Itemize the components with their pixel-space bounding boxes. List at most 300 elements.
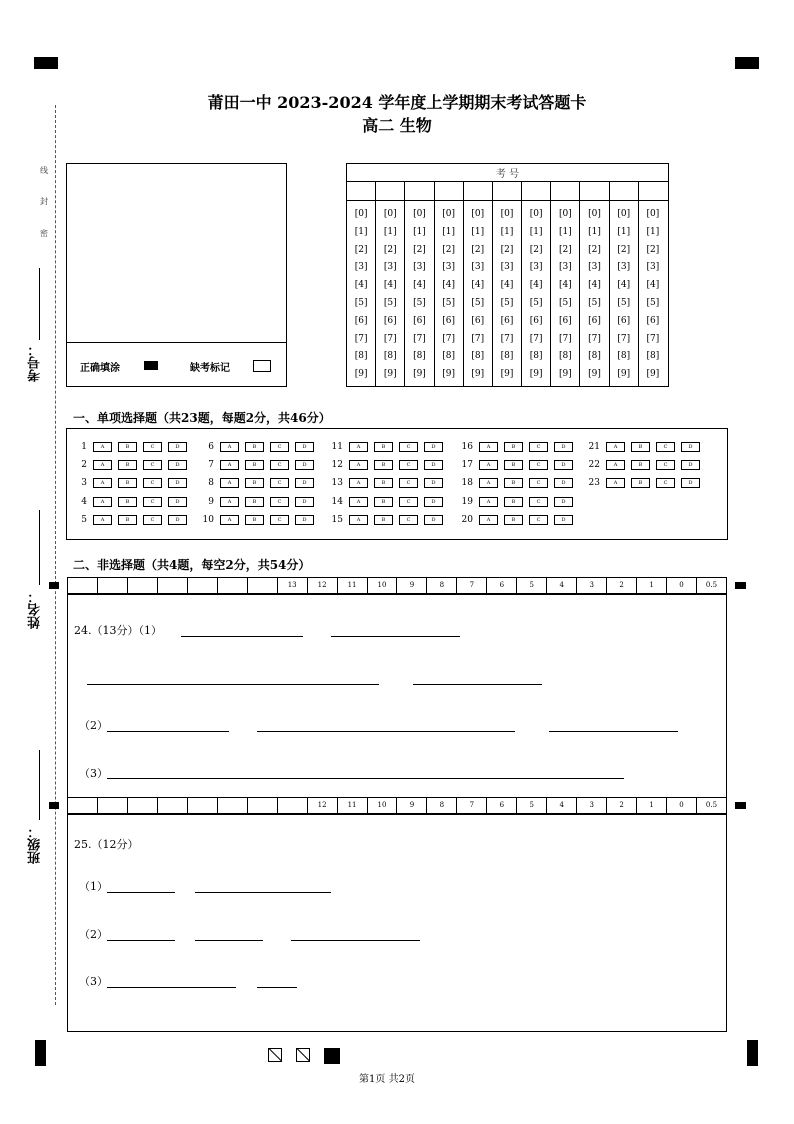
exam-digit-bubble[interactable]: [8] bbox=[442, 351, 455, 362]
mc-option-bubble[interactable]: D bbox=[424, 478, 443, 488]
score-cell[interactable]: 1 bbox=[637, 578, 667, 593]
banji-line[interactable] bbox=[39, 750, 40, 820]
exam-digit-bubble[interactable]: [6] bbox=[471, 315, 485, 326]
exam-digit-bubble[interactable]: [6] bbox=[413, 315, 426, 326]
exam-digit-bubble[interactable]: [9] bbox=[500, 369, 514, 380]
exam-digit-bubble[interactable]: [9] bbox=[354, 369, 368, 380]
score-cell[interactable]: 12 bbox=[308, 798, 338, 813]
score-cell[interactable]: 3 bbox=[577, 798, 607, 813]
score-cell[interactable]: 7 bbox=[457, 798, 487, 813]
score-cell[interactable]: 9 bbox=[397, 578, 427, 593]
mc-question-number: 13 bbox=[331, 478, 343, 488]
mc-option-bubble[interactable]: C bbox=[399, 478, 418, 488]
mc-option-bubble[interactable]: A bbox=[93, 460, 112, 470]
sync-square-2 bbox=[296, 1048, 310, 1062]
mc-question-row bbox=[194, 442, 320, 452]
score-row-q24 bbox=[67, 577, 727, 594]
exam-digit-bubble[interactable]: [7] bbox=[617, 333, 631, 344]
mc-option-bubble[interactable]: C bbox=[529, 478, 548, 488]
mc-option-bubble[interactable]: C bbox=[143, 515, 162, 525]
mc-option-bubble[interactable]: D bbox=[168, 497, 187, 507]
score-cell[interactable] bbox=[218, 798, 248, 813]
q24-blank-1[interactable] bbox=[181, 636, 303, 637]
exam-digit-bubble[interactable]: [8] bbox=[617, 351, 631, 362]
exam-digit-bubble[interactable]: [4] bbox=[617, 280, 631, 291]
score-cell[interactable]: 0 bbox=[667, 798, 697, 813]
mc-option-bubble[interactable]: A bbox=[93, 478, 112, 488]
exam-digit-bubble[interactable]: [6] bbox=[558, 315, 572, 326]
mc-option-bubble[interactable]: C bbox=[143, 497, 162, 507]
mc-option-bubble[interactable]: C bbox=[270, 515, 289, 525]
mc-option-bubble[interactable]: C bbox=[143, 442, 162, 452]
mc-option-bubble[interactable]: B bbox=[631, 478, 650, 488]
exam-digit-bubble[interactable]: [3] bbox=[354, 262, 368, 273]
mc-option-bubble[interactable]: B bbox=[118, 442, 137, 452]
exam-digit-bubble[interactable]: [1] bbox=[529, 226, 543, 237]
mc-option-bubble[interactable]: C bbox=[399, 515, 418, 525]
xingming-line[interactable] bbox=[39, 510, 40, 585]
mc-option-bubble[interactable]: C bbox=[529, 442, 548, 452]
exam-digit-bubble[interactable]: [7] bbox=[529, 333, 543, 344]
score-cell[interactable] bbox=[158, 798, 188, 813]
q25-answer-box bbox=[67, 814, 727, 1032]
exam-digit-bubble[interactable]: [8] bbox=[588, 351, 601, 362]
exam-digit-bubble[interactable]: [5] bbox=[646, 298, 660, 308]
mc-option-bubble[interactable]: B bbox=[245, 460, 264, 470]
mc-question-row bbox=[323, 442, 449, 452]
exam-digit-bubble[interactable]: [4] bbox=[354, 280, 368, 291]
exam-digit-bubble[interactable]: [2] bbox=[413, 244, 426, 255]
mc-option-bubble[interactable]: C bbox=[270, 460, 289, 470]
exam-digit-bubble[interactable]: [9] bbox=[646, 369, 660, 380]
exam-digit-bubble[interactable]: [4] bbox=[442, 280, 455, 291]
mc-option-bubble[interactable]: A bbox=[220, 515, 239, 525]
exam-digit-bubble[interactable]: [3] bbox=[617, 262, 631, 273]
exam-digit-bubble[interactable]: [1] bbox=[588, 226, 601, 237]
q24-blank-5[interactable] bbox=[107, 731, 229, 732]
score-cell[interactable]: 11 bbox=[338, 578, 368, 593]
exam-digit-bubble[interactable]: [3] bbox=[383, 262, 397, 273]
exam-digit-bubble[interactable]: [4] bbox=[500, 280, 514, 291]
exam-digit-bubble[interactable]: [9] bbox=[471, 369, 485, 380]
mc-question-row bbox=[194, 478, 320, 488]
exam-digit-bubble[interactable]: [0] bbox=[500, 209, 514, 219]
exam-digit-bubble[interactable]: [5] bbox=[558, 298, 572, 308]
mc-option-bubble[interactable]: A bbox=[479, 460, 498, 470]
mc-option-bubble[interactable]: D bbox=[424, 460, 443, 470]
score-cell[interactable]: 2 bbox=[607, 578, 637, 593]
mc-question-row bbox=[67, 515, 193, 525]
exam-digit-bubble[interactable]: [5] bbox=[471, 298, 485, 308]
score-cell[interactable]: 6 bbox=[487, 578, 517, 593]
exam-digit-bubble[interactable]: [4] bbox=[413, 280, 426, 291]
mc-option-bubble[interactable]: B bbox=[245, 478, 264, 488]
exam-digit-bubble[interactable]: [7] bbox=[354, 333, 368, 344]
mc-option-bubble[interactable]: A bbox=[349, 478, 368, 488]
q25-blank-1[interactable] bbox=[107, 892, 175, 893]
score-cell[interactable]: 5 bbox=[517, 798, 547, 813]
mc-option-bubble[interactable]: C bbox=[399, 460, 418, 470]
q24-blank-4[interactable] bbox=[413, 684, 542, 685]
q25-label: 25.（12分） bbox=[74, 838, 139, 851]
mc-option-bubble[interactable]: B bbox=[374, 442, 393, 452]
score-cell[interactable] bbox=[278, 798, 308, 813]
exam-digit-bubble[interactable]: [7] bbox=[413, 333, 426, 344]
mc-option-bubble[interactable]: C bbox=[529, 497, 548, 507]
exam-digit-bubble[interactable]: [7] bbox=[442, 333, 455, 344]
exam-digit-bubble[interactable]: [1] bbox=[442, 226, 455, 237]
exam-digit-bubble[interactable]: [8] bbox=[529, 351, 543, 362]
section1-box bbox=[66, 428, 728, 540]
mc-option-bubble[interactable]: B bbox=[118, 460, 137, 470]
q24-blank-6[interactable] bbox=[257, 731, 515, 732]
exam-digit-bubble[interactable]: [0] bbox=[413, 209, 426, 219]
mc-option-bubble[interactable]: D bbox=[554, 460, 573, 470]
exam-digit-bubble[interactable]: [8] bbox=[500, 351, 514, 362]
mc-option-bubble[interactable]: D bbox=[554, 442, 573, 452]
mc-option-bubble[interactable]: C bbox=[656, 478, 675, 488]
mc-option-bubble[interactable]: A bbox=[93, 497, 112, 507]
exam-digit-bubble[interactable]: [2] bbox=[354, 244, 368, 255]
exam-digit-bubble[interactable]: [8] bbox=[413, 351, 426, 362]
mc-option-bubble[interactable]: C bbox=[270, 497, 289, 507]
exam-digit-bubble[interactable]: [8] bbox=[383, 351, 397, 362]
exam-digit-bubble[interactable]: [9] bbox=[529, 369, 543, 380]
mc-option-bubble[interactable]: B bbox=[631, 442, 650, 452]
mc-option-bubble[interactable]: C bbox=[143, 478, 162, 488]
exam-digit-bubble[interactable]: [1] bbox=[471, 226, 485, 237]
mc-option-bubble[interactable]: C bbox=[656, 442, 675, 452]
mc-option-bubble[interactable]: B bbox=[245, 497, 264, 507]
mc-option-bubble[interactable]: A bbox=[349, 442, 368, 452]
mc-option-bubble[interactable]: C bbox=[399, 442, 418, 452]
score-cell[interactable]: 0.5 bbox=[705, 801, 718, 809]
exam-digit-bubble[interactable]: [5] bbox=[588, 298, 601, 308]
exam-digit-bubble[interactable]: [9] bbox=[413, 369, 426, 380]
q25-blank-3[interactable] bbox=[107, 940, 175, 941]
exam-digit-bubble[interactable]: [3] bbox=[413, 262, 426, 273]
mc-option-bubble[interactable]: D bbox=[168, 515, 187, 525]
exam-digit-bubble[interactable]: [2] bbox=[588, 244, 601, 255]
score-cell[interactable] bbox=[98, 578, 128, 593]
mc-option-bubble[interactable]: B bbox=[245, 515, 264, 525]
mc-option-bubble[interactable]: A bbox=[479, 497, 498, 507]
exam-digit-bubble[interactable]: [5] bbox=[529, 298, 543, 308]
score-cell[interactable]: 1 bbox=[637, 798, 667, 813]
exam-digit-bubble[interactable]: [6] bbox=[442, 315, 455, 326]
exam-digit-bubble[interactable]: [9] bbox=[558, 369, 572, 380]
mc-option-bubble[interactable]: C bbox=[270, 478, 289, 488]
exam-digit-bubble[interactable]: [4] bbox=[558, 280, 572, 291]
exam-digit-bubble[interactable]: [0] bbox=[383, 209, 397, 219]
corner-mark-top-right bbox=[735, 57, 759, 69]
mc-option-bubble[interactable]: B bbox=[374, 478, 393, 488]
exam-digit-bubble[interactable]: [1] bbox=[617, 226, 631, 237]
exam-digit-bubble[interactable]: [3] bbox=[471, 262, 485, 273]
mc-option-bubble[interactable]: B bbox=[118, 497, 137, 507]
mc-option-bubble[interactable]: A bbox=[606, 442, 625, 452]
exam-digit-bubble[interactable]: [6] bbox=[646, 315, 660, 326]
q25-blank-4[interactable] bbox=[195, 940, 263, 941]
exam-digit-bubble[interactable]: [2] bbox=[558, 244, 572, 255]
score-cell[interactable]: 8 bbox=[427, 798, 457, 813]
exam-digit-bubble[interactable]: [7] bbox=[383, 333, 397, 344]
exam-digit-bubble[interactable]: [0] bbox=[471, 209, 485, 219]
exam-digit-bubble[interactable]: [6] bbox=[617, 315, 631, 326]
score-cell[interactable]: 0 bbox=[667, 578, 697, 593]
score-cell[interactable]: 10 bbox=[368, 798, 398, 813]
exam-digit-bubble[interactable]: [1] bbox=[646, 226, 660, 237]
exam-digit-bubble[interactable]: [1] bbox=[500, 226, 514, 237]
exam-digit-bubble[interactable]: [4] bbox=[383, 280, 397, 291]
mc-question-number: 12 bbox=[331, 460, 343, 470]
mc-option-bubble[interactable]: A bbox=[479, 442, 498, 452]
score-cell[interactable] bbox=[98, 798, 128, 813]
mc-option-bubble[interactable]: A bbox=[606, 478, 625, 488]
exam-number-column bbox=[639, 182, 668, 386]
mc-option-bubble[interactable]: D bbox=[681, 442, 700, 452]
mc-option-bubble[interactable]: D bbox=[295, 497, 314, 507]
exam-digit-bubble[interactable]: [4] bbox=[588, 280, 601, 291]
mc-question-number: 20 bbox=[461, 515, 473, 525]
exam-digit-bubble[interactable]: [5] bbox=[383, 298, 397, 308]
mc-option-bubble[interactable]: A bbox=[220, 478, 239, 488]
mc-option-bubble[interactable]: D bbox=[554, 515, 573, 525]
exam-digit-bubble[interactable]: [3] bbox=[558, 262, 572, 273]
mc-option-bubble[interactable]: C bbox=[656, 460, 675, 470]
exam-digit-bubble[interactable]: [3] bbox=[442, 262, 455, 273]
mc-option-bubble[interactable]: D bbox=[554, 478, 573, 488]
mc-option-bubble[interactable]: C bbox=[399, 497, 418, 507]
correct-fill-example bbox=[144, 361, 158, 370]
score-cell[interactable]: 4 bbox=[547, 578, 577, 593]
score-cell[interactable] bbox=[248, 578, 278, 593]
mc-option-bubble[interactable]: D bbox=[295, 442, 314, 452]
q25-blank-6[interactable] bbox=[107, 987, 236, 988]
exam-digit-bubble[interactable]: [1] bbox=[383, 226, 397, 237]
exam-digit-bubble[interactable]: [8] bbox=[471, 351, 485, 362]
sync-square-1 bbox=[268, 1048, 282, 1062]
exam-digit-bubble[interactable]: [2] bbox=[471, 244, 485, 255]
exam-digit-bubble[interactable]: [2] bbox=[646, 244, 660, 255]
score-cell[interactable] bbox=[218, 578, 248, 593]
mc-option-bubble[interactable]: B bbox=[245, 442, 264, 452]
exam-digit-bubble[interactable]: [6] bbox=[529, 315, 543, 326]
mc-option-bubble[interactable]: A bbox=[93, 515, 112, 525]
score-cell[interactable] bbox=[68, 578, 98, 593]
mc-question-number: 2 bbox=[81, 460, 87, 470]
score-cell[interactable]: 10 bbox=[368, 578, 398, 593]
q25-blank-2[interactable] bbox=[195, 892, 331, 893]
exam-digit-bubble[interactable]: [9] bbox=[588, 369, 601, 380]
mc-option-bubble[interactable]: C bbox=[529, 460, 548, 470]
exam-digit-bubble[interactable]: [5] bbox=[442, 298, 455, 308]
exam-digit-bubble[interactable]: [2] bbox=[617, 244, 631, 255]
mc-option-bubble[interactable]: D bbox=[424, 442, 443, 452]
mc-option-bubble[interactable]: D bbox=[681, 460, 700, 470]
score-cell[interactable]: 7 bbox=[457, 578, 487, 593]
exam-digit-bubble[interactable]: [6] bbox=[383, 315, 397, 326]
q24-blank-3[interactable] bbox=[87, 684, 379, 685]
exam-digit-bubble[interactable]: [0] bbox=[529, 209, 543, 219]
exam-digit-bubble[interactable]: [1] bbox=[413, 226, 426, 237]
mc-question-row bbox=[453, 460, 579, 470]
exam-digit-bubble[interactable]: [7] bbox=[646, 333, 660, 344]
mc-option-bubble[interactable]: D bbox=[295, 515, 314, 525]
score-cell[interactable]: 0.5 bbox=[705, 581, 718, 589]
exam-digit-bubble[interactable]: [7] bbox=[588, 333, 601, 344]
exam-digit-bubble[interactable]: [2] bbox=[442, 244, 455, 255]
exam-number-column bbox=[493, 182, 522, 386]
mc-question-row bbox=[194, 515, 320, 525]
section1-title: 一、单项选择题（共23题，每题2分，共46分） bbox=[73, 411, 331, 425]
score-cell[interactable] bbox=[248, 798, 278, 813]
score-cell[interactable] bbox=[188, 578, 218, 593]
mc-question-number: 10 bbox=[202, 515, 214, 525]
score-cell[interactable] bbox=[128, 578, 158, 593]
exam-digit-bubble[interactable]: [2] bbox=[383, 244, 397, 255]
mc-option-bubble[interactable]: D bbox=[295, 460, 314, 470]
exam-digit-bubble[interactable]: [9] bbox=[617, 369, 631, 380]
exam-digit-bubble[interactable]: [4] bbox=[471, 280, 485, 291]
exam-digit-bubble[interactable]: [3] bbox=[588, 262, 601, 273]
mc-option-bubble[interactable]: D bbox=[295, 478, 314, 488]
mc-option-bubble[interactable]: B bbox=[504, 478, 523, 488]
mc-option-bubble[interactable]: D bbox=[168, 442, 187, 452]
score-cell[interactable]: 4 bbox=[547, 798, 577, 813]
mc-option-bubble[interactable]: D bbox=[681, 478, 700, 488]
score-cell[interactable]: 13 bbox=[278, 578, 308, 593]
q24-blank-8[interactable] bbox=[107, 778, 624, 779]
mc-question-number: 8 bbox=[208, 478, 214, 488]
exam-digit-bubble[interactable]: [0] bbox=[442, 209, 455, 219]
mc-option-bubble[interactable]: C bbox=[529, 515, 548, 525]
mc-option-bubble[interactable]: A bbox=[220, 497, 239, 507]
score-cell[interactable]: 11 bbox=[338, 798, 368, 813]
exam-digit-bubble[interactable]: [8] bbox=[354, 351, 368, 362]
mc-option-bubble[interactable]: D bbox=[554, 497, 573, 507]
score-cell[interactable]: 6 bbox=[487, 798, 517, 813]
exam-digit-bubble[interactable]: [5] bbox=[354, 298, 368, 308]
exam-digit-bubble[interactable]: [1] bbox=[354, 226, 368, 237]
mc-option-bubble[interactable]: B bbox=[118, 515, 137, 525]
q24-blank-7[interactable] bbox=[549, 731, 678, 732]
mc-option-bubble[interactable]: A bbox=[606, 460, 625, 470]
score-cell[interactable] bbox=[68, 798, 98, 813]
mc-option-bubble[interactable]: A bbox=[220, 442, 239, 452]
score-cell[interactable] bbox=[128, 798, 158, 813]
mc-option-bubble[interactable]: A bbox=[349, 515, 368, 525]
exam-digit-bubble[interactable]: [0] bbox=[558, 209, 572, 219]
mc-option-bubble[interactable]: B bbox=[374, 497, 393, 507]
mc-option-bubble[interactable]: A bbox=[93, 442, 112, 452]
mc-option-bubble[interactable]: B bbox=[504, 442, 523, 452]
exam-digit-bubble[interactable]: [3] bbox=[500, 262, 514, 273]
mc-option-bubble[interactable]: D bbox=[168, 478, 187, 488]
exam-digit-bubble[interactable]: [5] bbox=[413, 298, 426, 308]
score-cell[interactable]: 3 bbox=[577, 578, 607, 593]
exam-digit-bubble[interactable]: [6] bbox=[500, 315, 514, 326]
exam-digit-bubble[interactable]: [5] bbox=[500, 298, 514, 308]
mc-option-bubble[interactable]: A bbox=[479, 515, 498, 525]
exam-digit-bubble[interactable]: [9] bbox=[383, 369, 397, 380]
corner-mark-bottom-left bbox=[35, 1040, 46, 1066]
mc-option-bubble[interactable]: B bbox=[118, 478, 137, 488]
mc-option-bubble[interactable]: B bbox=[504, 460, 523, 470]
q24-blank-2[interactable] bbox=[331, 636, 460, 637]
exam-digit-bubble[interactable]: [2] bbox=[500, 244, 514, 255]
mc-option-bubble[interactable]: C bbox=[143, 460, 162, 470]
exam-digit-bubble[interactable]: [5] bbox=[617, 298, 631, 308]
mc-option-bubble[interactable]: A bbox=[479, 478, 498, 488]
kaohao-label: 考号： bbox=[28, 343, 43, 382]
q25-blank-7[interactable] bbox=[257, 987, 297, 988]
exam-number-column bbox=[464, 182, 493, 386]
exam-digit-bubble[interactable]: [3] bbox=[646, 262, 660, 273]
exam-digit-bubble[interactable]: [8] bbox=[558, 351, 572, 362]
score-cell[interactable]: 9 bbox=[397, 798, 427, 813]
mc-question-number: 17 bbox=[461, 460, 473, 470]
mc-question-row bbox=[453, 478, 579, 488]
mc-option-bubble[interactable]: B bbox=[374, 515, 393, 525]
mc-option-bubble[interactable]: D bbox=[424, 497, 443, 507]
exam-digit-bubble[interactable]: [7] bbox=[500, 333, 514, 344]
exam-digit-bubble[interactable]: [6] bbox=[354, 315, 368, 326]
mc-option-bubble[interactable]: B bbox=[504, 497, 523, 507]
mc-option-bubble[interactable]: B bbox=[504, 515, 523, 525]
exam-digit-bubble[interactable]: [0] bbox=[588, 209, 601, 219]
exam-digit-bubble[interactable]: [0] bbox=[617, 209, 631, 219]
exam-digit-bubble[interactable]: [9] bbox=[442, 369, 455, 380]
score-cell[interactable]: 12 bbox=[308, 578, 338, 593]
exam-digit-bubble[interactable]: [3] bbox=[529, 262, 543, 273]
mc-option-bubble[interactable]: B bbox=[374, 460, 393, 470]
exam-digit-bubble[interactable]: [4] bbox=[529, 280, 543, 291]
score-cell[interactable]: 8 bbox=[427, 578, 457, 593]
score-cell[interactable]: 5 bbox=[517, 578, 547, 593]
mc-option-bubble[interactable]: C bbox=[270, 442, 289, 452]
exam-digit-bubble[interactable]: [8] bbox=[646, 351, 660, 362]
mc-option-bubble[interactable]: D bbox=[168, 460, 187, 470]
seal-char-xian: 线 bbox=[40, 166, 48, 175]
mc-option-bubble[interactable]: A bbox=[220, 460, 239, 470]
score-cell[interactable] bbox=[158, 578, 188, 593]
sync-square-3 bbox=[324, 1048, 340, 1064]
mc-option-bubble[interactable]: A bbox=[349, 460, 368, 470]
mc-option-bubble[interactable]: D bbox=[424, 515, 443, 525]
score-cell[interactable]: 2 bbox=[607, 798, 637, 813]
mc-option-bubble[interactable]: B bbox=[631, 460, 650, 470]
exam-digit-bubble[interactable]: [7] bbox=[558, 333, 572, 344]
exam-digit-bubble[interactable]: [0] bbox=[354, 209, 368, 219]
score-cell[interactable] bbox=[188, 798, 218, 813]
q25-part3-label: （3） bbox=[79, 975, 108, 988]
exam-digit-bubble[interactable]: [7] bbox=[471, 333, 485, 344]
mc-option-bubble[interactable]: A bbox=[349, 497, 368, 507]
exam-digit-bubble[interactable]: [0] bbox=[646, 209, 660, 219]
mc-question-number: 9 bbox=[208, 497, 214, 507]
absent-mark-box[interactable] bbox=[253, 360, 271, 372]
q25-blank-5[interactable] bbox=[291, 940, 420, 941]
q24-answer-box bbox=[67, 594, 727, 798]
exam-digit-bubble[interactable]: [1] bbox=[558, 226, 572, 237]
exam-digit-bubble[interactable]: [2] bbox=[529, 244, 543, 255]
mc-question-number: 19 bbox=[461, 497, 473, 507]
mc-question-row bbox=[453, 497, 579, 507]
exam-digit-bubble[interactable]: [6] bbox=[588, 315, 601, 326]
kaohao-line[interactable] bbox=[39, 268, 40, 340]
exam-digit-bubble[interactable]: [4] bbox=[646, 280, 660, 291]
